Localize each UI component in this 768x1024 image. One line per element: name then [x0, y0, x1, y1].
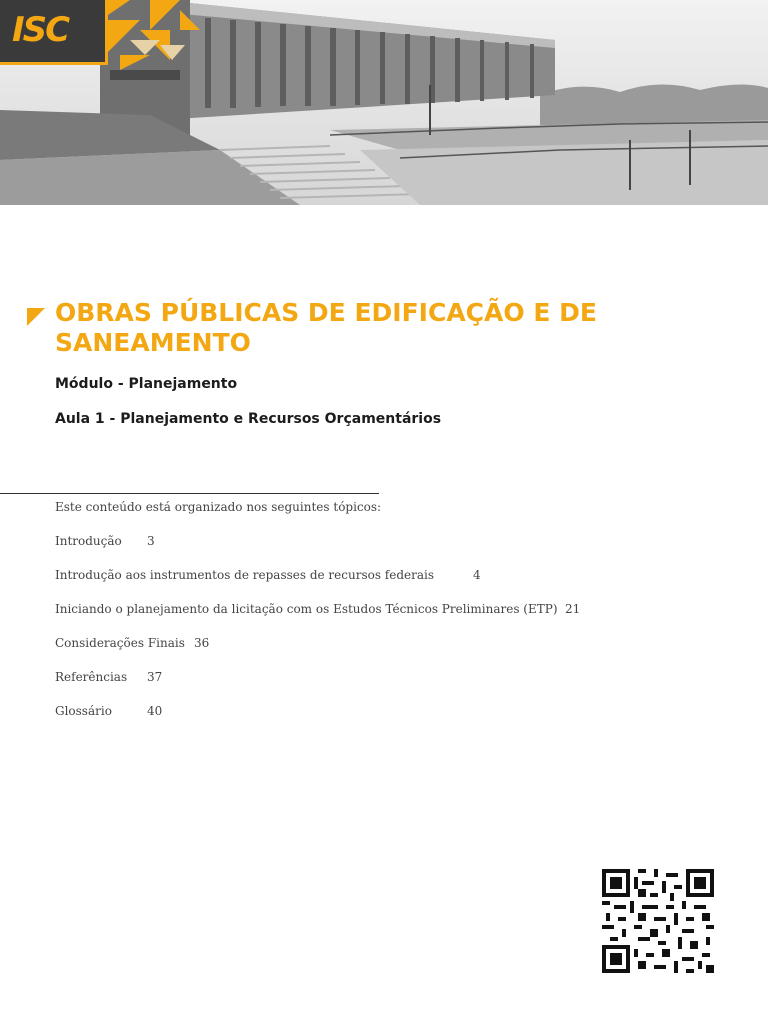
building-photo [0, 0, 768, 205]
toc-item-page: 37 [147, 670, 163, 684]
toc-item-page: 36 [194, 636, 210, 650]
logo-text: ISC [12, 10, 69, 50]
toc-intro: Este conteúdo está organizado nos seguintes tópicos: [55, 500, 382, 514]
toc-item-label: Glossário [55, 704, 112, 718]
toc-item-label: Introdução [55, 534, 122, 548]
header-banner [0, 0, 768, 205]
logo [0, 0, 108, 65]
toc-item-page: 3 [147, 534, 155, 548]
document-title: OBRAS PÚBLICAS DE EDIFICAÇÃO E DE SANEAMENTO [55, 298, 597, 357]
toc-item-page: 4 [473, 568, 481, 582]
triangle-bullet-icon [27, 308, 45, 326]
lesson-label: Aula 1 - Planejamento e Recursos Orçamentários [55, 411, 442, 427]
toc-item-label: Iniciando o planejamento da licitação com os Estudos Técnicos Preliminares (ETP) [55, 602, 558, 616]
toc-item-page: 21 [565, 602, 581, 616]
toc-item-label: Referências [55, 670, 128, 684]
divider [0, 493, 379, 494]
toc-item-label: Considerações Finais [55, 636, 185, 650]
toc-item-label: Introdução aos instrumentos de repasses de recursos federais [55, 568, 435, 582]
toc-item-page: 40 [147, 704, 163, 718]
module-label: Módulo - Planejamento [55, 376, 238, 392]
qr-code-icon[interactable] [602, 869, 714, 973]
